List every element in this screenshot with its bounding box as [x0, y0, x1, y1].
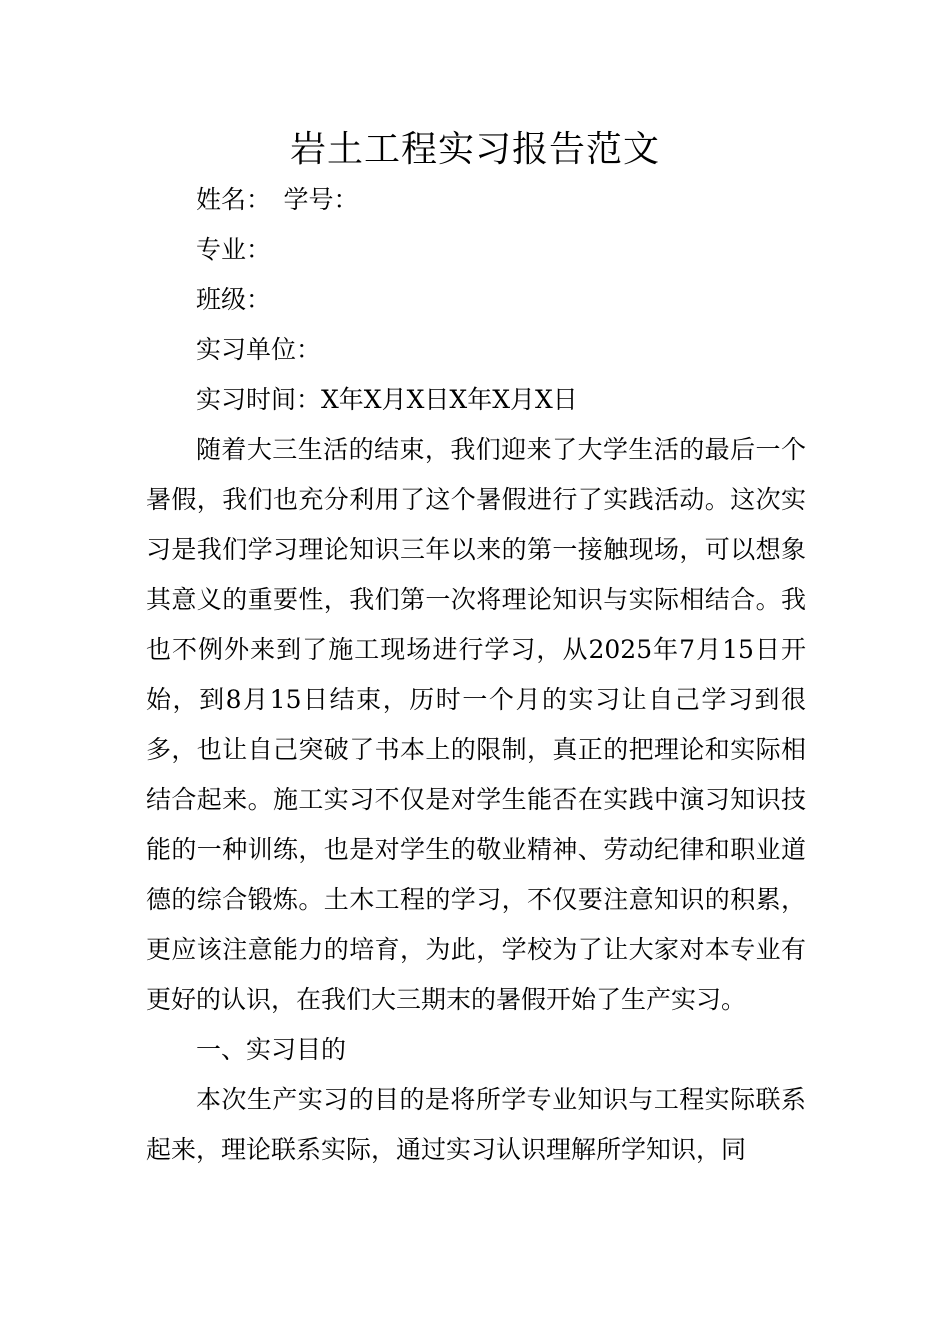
field-class: 班级：	[196, 285, 272, 314]
field-internship-unit: 实习单位：	[196, 335, 322, 364]
field-major: 专业：	[196, 235, 272, 264]
purpose-paragraph: 本次生产实习的目的是将所学专业知识与工程实际联系起来，理论联系实际，通过实习认识理解所学知识，同	[146, 1085, 806, 1164]
document-title: 岩土工程实习报告范文	[289, 129, 660, 170]
intro-paragraph: 随着大三生活的结束，我们迎来了大学生活的最后一个暑假，我们也充分利用了这个暑假进行了实践活动。这次实习是我们学习理论知识三年以来的第一接触现场，可以想象其意义的重要性，我们第一次将理论知识与实际相结合。我也不例外来到了施工现场进行学习，从2025年7月15日开始，到8月15日结束，历时一个月的实习让自己学习到很多，也让自己突破了书本上的限制，真正的把理论和实际相结合起来。施工实习不仅是对学生能否在实践中演习知识技能的一种训练，也是对学生的敬业精神、劳动纪律和职业道德的综合锻炼。土木工程的学习，不仅要注意知识的积累，更应该注意能力的培育，为此，学校为了让大家对本专业有更好的认识，在我们大三期末的暑假开始了生产实习。	[146, 435, 806, 1014]
document-body	[146, 175, 806, 1175]
section-heading-purpose: 一、实习目的	[196, 1035, 347, 1064]
field-name-student-id: 姓名： 学号：	[196, 185, 359, 214]
field-internship-time: 实习时间：X年X月X日X年X月X日	[196, 385, 578, 414]
